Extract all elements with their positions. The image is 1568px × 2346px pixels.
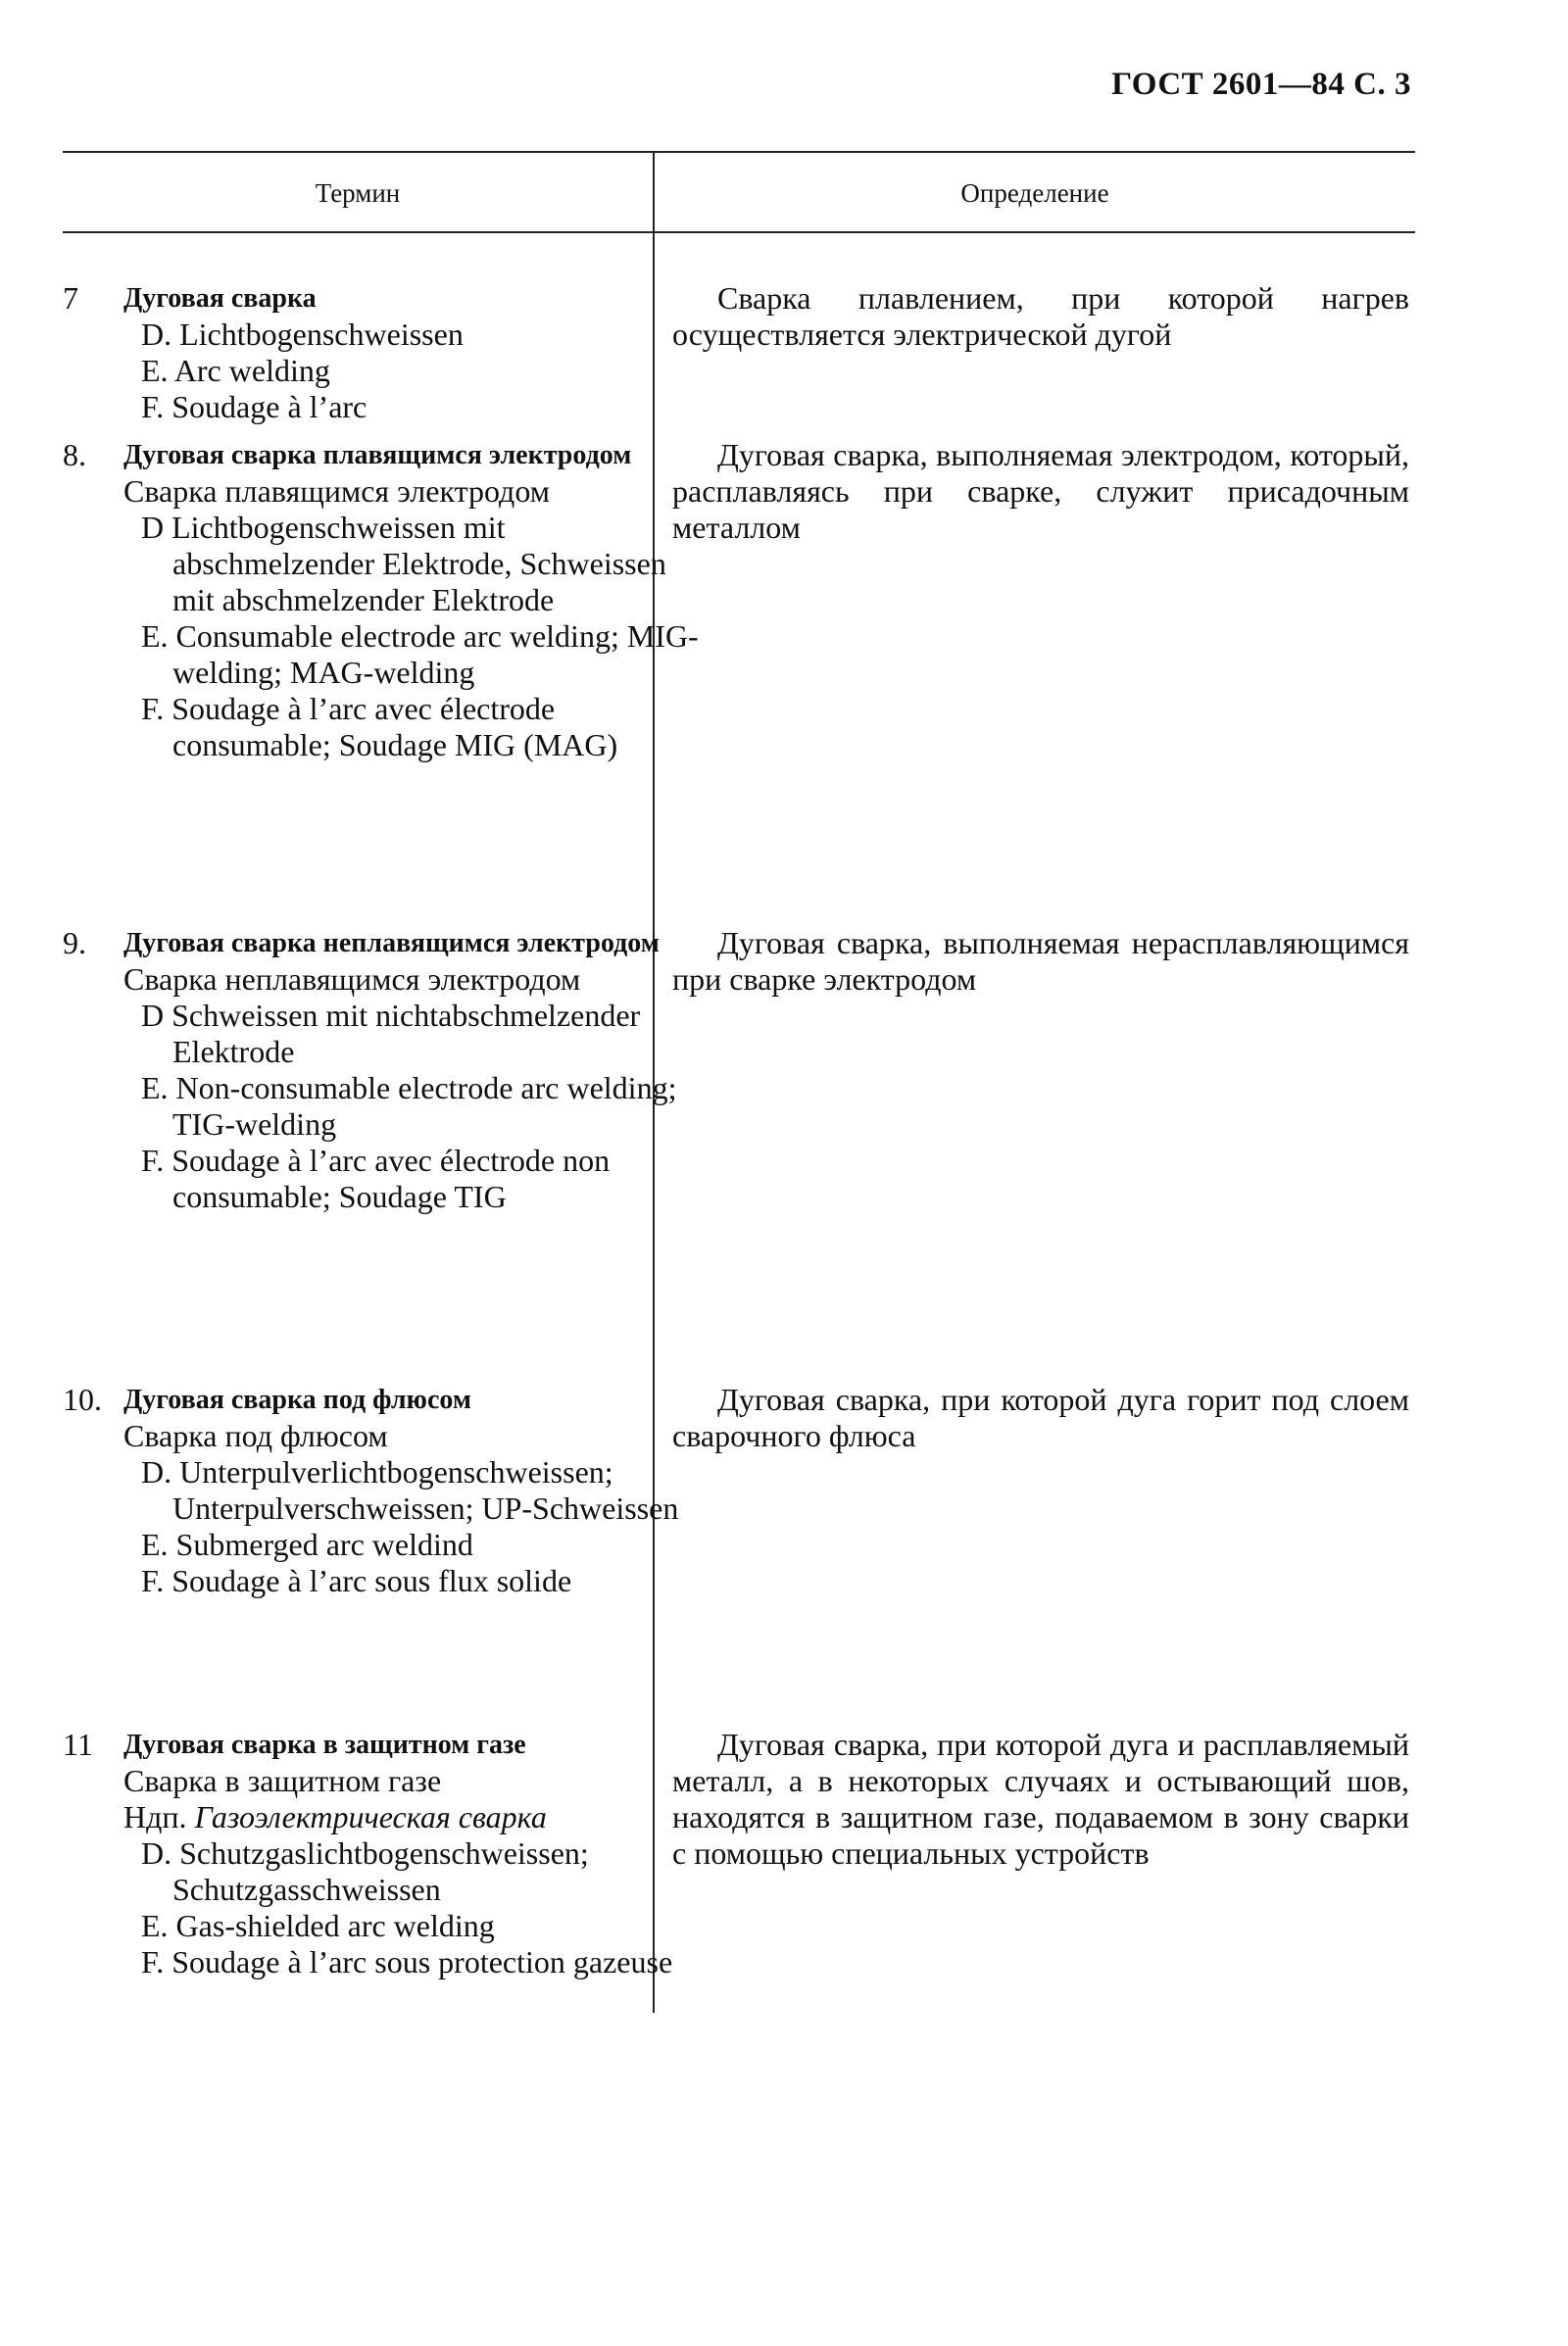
term-translation: E. Gas-shielded arc welding [141,1908,495,1943]
term-title: Дуговая сварка плавящимся электродом [123,440,632,470]
term-translation: E. Non-consumable electrode arc welding; TIG-welding [141,1070,677,1142]
deprecated-prefix: Ндп. [123,1799,187,1834]
term-translation: D. Lichtbogenschweissen [141,317,464,352]
term-translation: E. Consumable electrode arc welding; MIG-welding; MAG-welding [141,618,699,690]
page-header: ГОСТ 2601—84 С. 3 [1111,67,1411,102]
column-header-definition: Определение [960,178,1109,208]
deprecated-term: Газоэлектрическая сварка [194,1799,547,1834]
table-header-rule [63,231,1415,233]
term-synonym: Сварка под флюсом [123,1418,388,1453]
term-translation: F. Soudage à l’arc [141,389,368,424]
term-title: Дуговая сварка под флюсом [123,1385,471,1415]
term-synonym: Сварка неплавящимся электродом [123,961,581,997]
term-synonym: Сварка плавящимся электродом [123,473,550,509]
column-header-term: Термин [315,178,401,208]
term-cell [123,925,711,1215]
term-title: Дуговая сварка [123,283,317,314]
term-definition: Дуговая сварка, при которой дуга и расплавляемый металл, а в некоторых случаях и остывающий шов, находятся в защитном газе, подаваемом в зону сварки с помощью специальных устройств [672,1727,1409,1871]
term-title: Дуговая сварка в защитном газе [123,1730,526,1760]
term-translation: D. Unterpulverlichtbogenschweissen; Unterpulverschweissen; UP-Schweissen [141,1454,679,1526]
term-deprecated [123,1799,711,1835]
term-translation: F. Soudage à l’arc sous flux solide [141,1563,572,1598]
term-translation: E. Submerged arc weldind [141,1527,473,1562]
term-definition: Дуговая сварка, выполняемая электродом, который, расплавляясь при сварке, служит присадочным металлом [672,437,1409,545]
term-translation: F. Soudage à l’arc sous protection gazeuse [141,1944,673,1979]
term-number: 7 [63,280,78,316]
term-number: 10. [63,1382,102,1417]
term-cell [123,1382,711,1599]
term-definition: Дуговая сварка, при которой дуга горит под слоем сварочного флюса [672,1382,1409,1453]
term-number: 11 [63,1727,93,1762]
term-cell [123,280,711,425]
term-translation: F. Soudage à l’arc avec électrode non consumable; Soudage TIG [141,1143,611,1214]
table-top-rule [63,151,1415,153]
term-translation: F. Soudage à l’arc avec électrode consumable; Soudage MIG (MAG) [141,691,618,762]
term-translation: D Schweissen mit nichtabschmelzender Elektrode [141,998,641,1069]
term-translation: E. Arc welding [141,353,330,388]
term-synonym: Сварка в защитном газе [123,1763,442,1798]
term-translation: D Lichtbogenschweissen mit abschmelzender Elektrode, Schweissen mit abschmelzender Elektrode [141,510,666,617]
term-title: Дуговая сварка неплавящимся электродом [123,928,660,958]
term-number: 8. [63,437,86,472]
term-definition: Сварка плавлением, при которой нагрев осуществляется электрической дугой [672,280,1409,352]
term-cell [123,437,711,763]
term-number: 9. [63,925,86,960]
term-translation: D. Schutzgaslichtbogenschweissen; Schutzgasschweissen [141,1835,589,1907]
term-definition: Дуговая сварка, выполняемая нерасплавляющимся при сварке электродом [672,925,1409,997]
term-cell [123,1727,711,1980]
